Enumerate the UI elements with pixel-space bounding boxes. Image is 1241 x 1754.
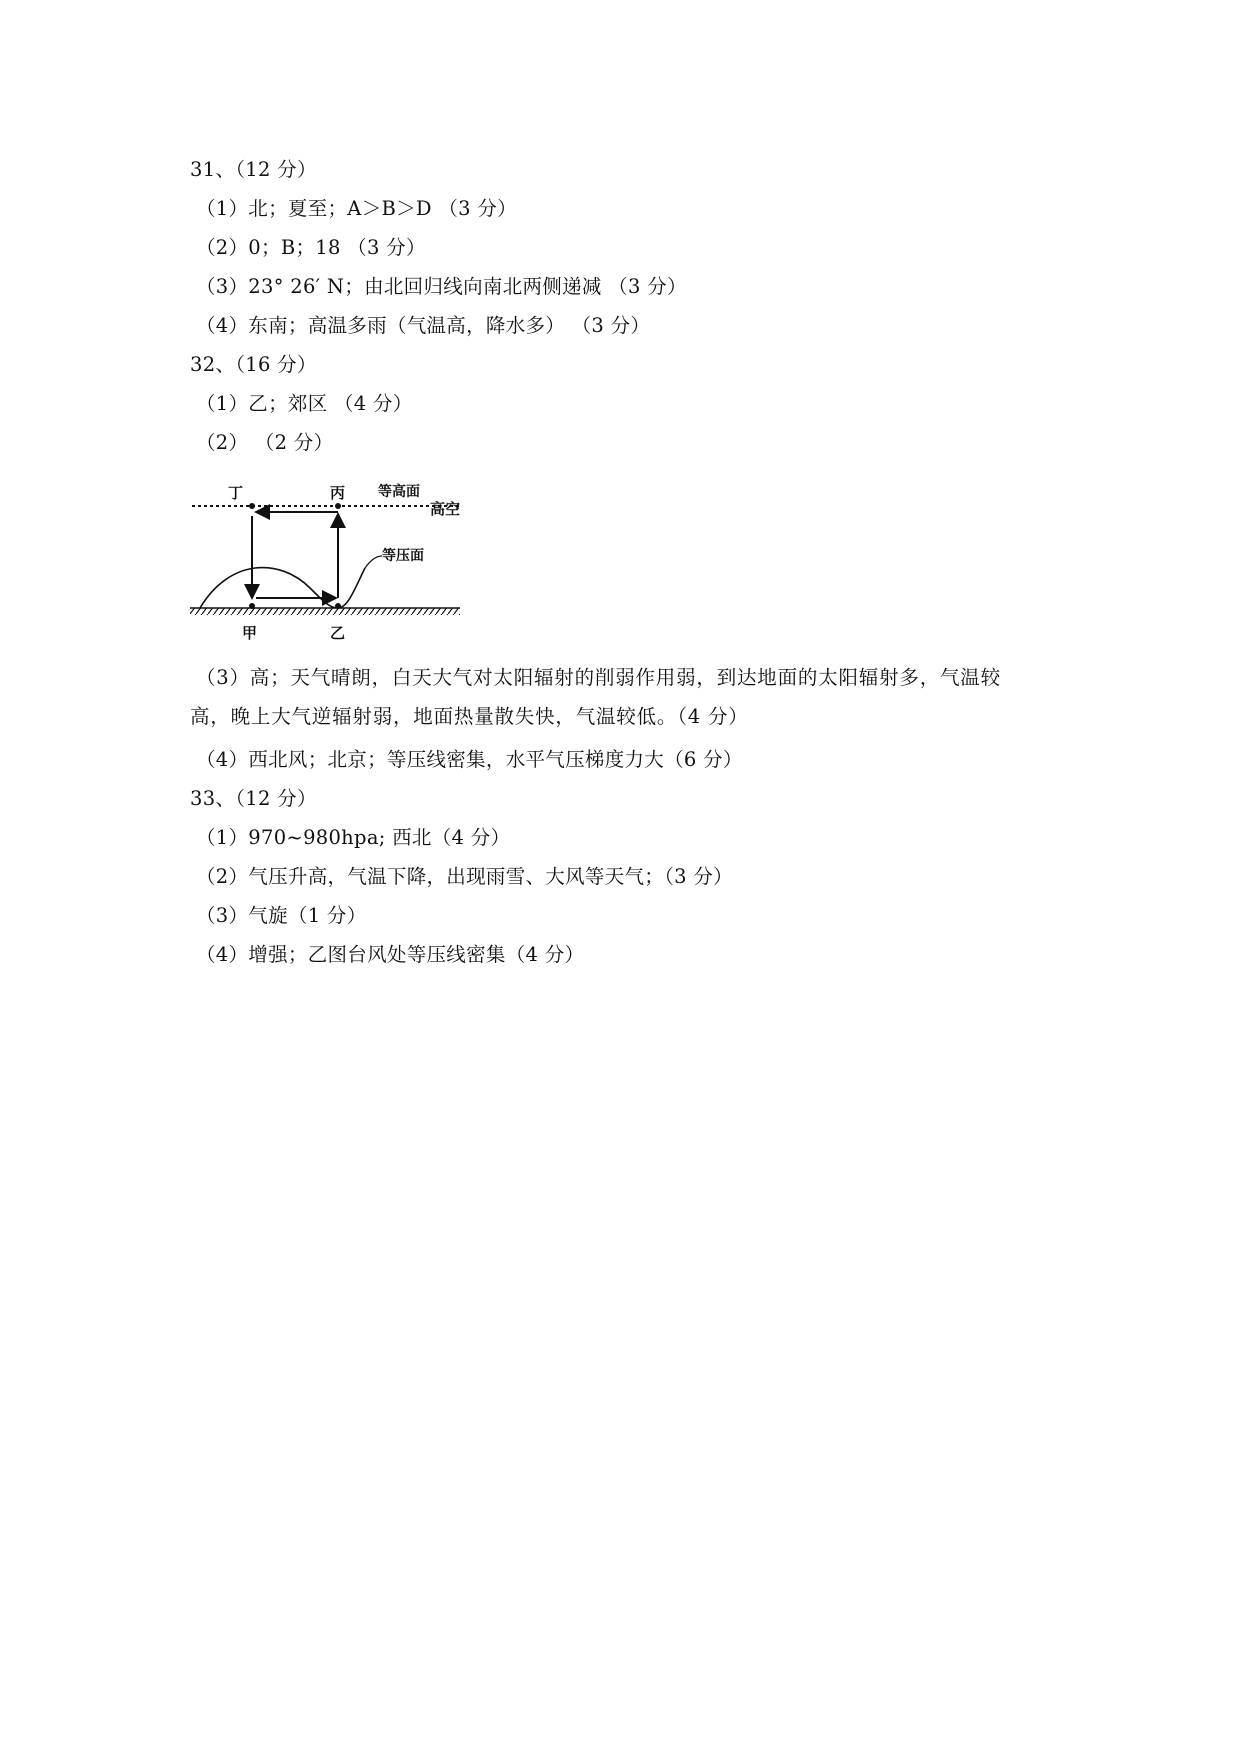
q33-answer-4: （4）增强；乙图台风处等压线密集（4 分） <box>196 943 585 966</box>
label-yi: 乙 <box>330 624 346 642</box>
label-bing: 丙 <box>330 484 346 502</box>
label-isobar: 等压面 <box>382 548 424 564</box>
ground-hatching <box>190 608 460 615</box>
q32-answer-3-line-2: 高，晚上大气逆辐射弱，地面热量散失快，气温较低。（4 分） <box>190 705 749 728</box>
label-jia: 甲 <box>242 624 258 642</box>
point-bing <box>335 503 341 509</box>
q33-answer-1: （1）970~980hpa; 西北（4 分） <box>196 826 511 849</box>
circulation-svg <box>190 478 470 648</box>
q31-answer-2: （2）0；B；18 （3 分） <box>196 236 426 259</box>
label-ding: 丁 <box>228 484 244 502</box>
q32-answer-4: （4）西北风；北京；等压线密集，水平气压梯度力大（6 分） <box>196 748 743 771</box>
label-isoheight: 等高面 <box>378 484 420 500</box>
point-jia <box>249 603 255 609</box>
q32-header: 32、（16 分） <box>190 353 317 376</box>
isobar-label-leader <box>365 556 382 568</box>
label-upper-air: 高空 <box>430 500 461 518</box>
q33-answer-3: （3）气旋（1 分） <box>196 904 367 927</box>
isobar-surface-curve <box>200 568 365 608</box>
q32-answer-2: （2） （2 分） <box>196 431 334 454</box>
q33-answer-2: （2）气压升高，气温下降，出现雨雪、大风等天气；（3 分） <box>196 865 733 888</box>
q31-answer-3: （3）23° 26′ N；由北回归线向南北两侧递减 （3 分） <box>196 275 687 298</box>
q32-answer-3 <box>190 658 1070 736</box>
q32-answer-1: （1）乙；郊区 （4 分） <box>196 392 413 415</box>
thermal-circulation-diagram <box>190 478 470 648</box>
q32-answer-3-line-1: （3）高；天气晴朗，白天大气对太阳辐射的削弱作用弱，到达地面的太阳辐射多，气温较 <box>196 666 1001 689</box>
point-ding <box>249 503 255 509</box>
q31-answer-1: （1）北；夏至；A＞B＞D （3 分） <box>196 197 517 220</box>
q31-header: 31、（12 分） <box>190 158 317 181</box>
point-yi <box>335 603 341 609</box>
q33-header: 33、（12 分） <box>190 787 317 810</box>
q31-answer-4: （4）东南；高温多雨（气温高，降水多） （3 分） <box>196 314 651 337</box>
